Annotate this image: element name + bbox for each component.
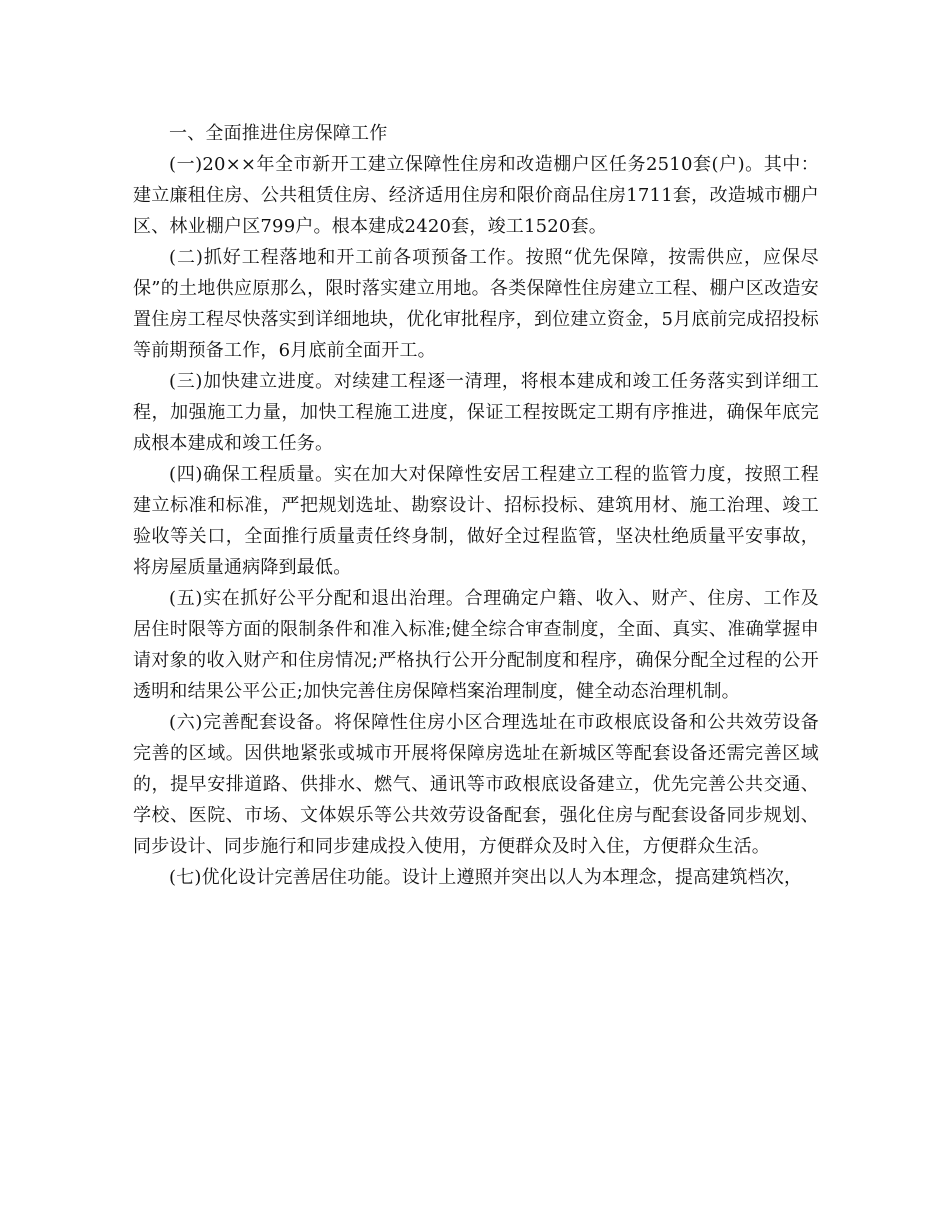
document-body xyxy=(133,118,819,893)
paragraph-5: (五)实在抓好公平分配和退出治理。合理确定户籍、收入、财产、住房、工作及居住时限等方面的限制条件和准入标准;健全综合审查制度，全面、真实、准确掌握申请对象的收入财产和住房情况;严格执行公开分配制度和程序，确保分配全过程的公开透明和结果公平公正;加快完善住房保障档案治理制度，健全动态治理机制。 xyxy=(133,588,819,702)
paragraph-1: (一)20××年全市新开工建立保障性住房和改造棚户区任务2510套(户)。其中：建立廉租住房、公共租赁住房、经济适用住房和限价商品住房1711套，改造城市棚户区、林业棚户区799户。根本建成2420套，竣工1520套。 xyxy=(133,154,819,237)
paragraph-6: (六)完善配套设备。将保障性住房小区合理选址在市政根底设备和公共效劳设备完善的区域。因供地紧张或城市开展将保障房选址在新城区等配套设备还需完善区域的，提早安排道路、供排水、燃气、通讯等市政根底设备建立，优先完善公共交通、学校、医院、市场、文体娱乐等公共效劳设备配套，强化住房与配套设备同步规划、同步设计、同步施行和同步建成投入使用，方便群众及时入住，方便群众生活。 xyxy=(133,712,819,857)
section-heading: 一、全面推进住房保障工作 xyxy=(169,123,388,144)
paragraph-7: (七)优化设计完善居住功能。设计上遵照并突出以人为本理念，提高建筑档次， xyxy=(169,867,803,888)
paragraph-4: (四)确保工程质量。实在加大对保障性安居工程建立工程的监管力度，按照工程建立标准和标准，严把规划选址、勘察设计、招标投标、建筑用材、施工治理、竣工验收等关口，全面推行质量责任终身制，做好全过程监管，坚决杜绝质量平安事故，将房屋质量通病降到最低。 xyxy=(133,464,819,578)
paragraph-2: (二)抓好工程落地和开工前各项预备工作。按照“优先保障，按需供应，应保尽保”的土地供应原那么，限时落实建立用地。各类保障性住房建立工程、棚户区改造安置住房工程尽快落实到详细地块，优化审批程序，到位建立资金，5月底前完成招投标等前期预备工作，6月底前全面开工。 xyxy=(133,247,819,361)
paragraph-3: (三)加快建立进度。对续建工程逐一清理，将根本建成和竣工任务落实到详细工程，加强施工力量，加快工程施工进度，保证工程按既定工期有序推进，确保年底完成根本建成和竣工任务。 xyxy=(133,371,819,454)
